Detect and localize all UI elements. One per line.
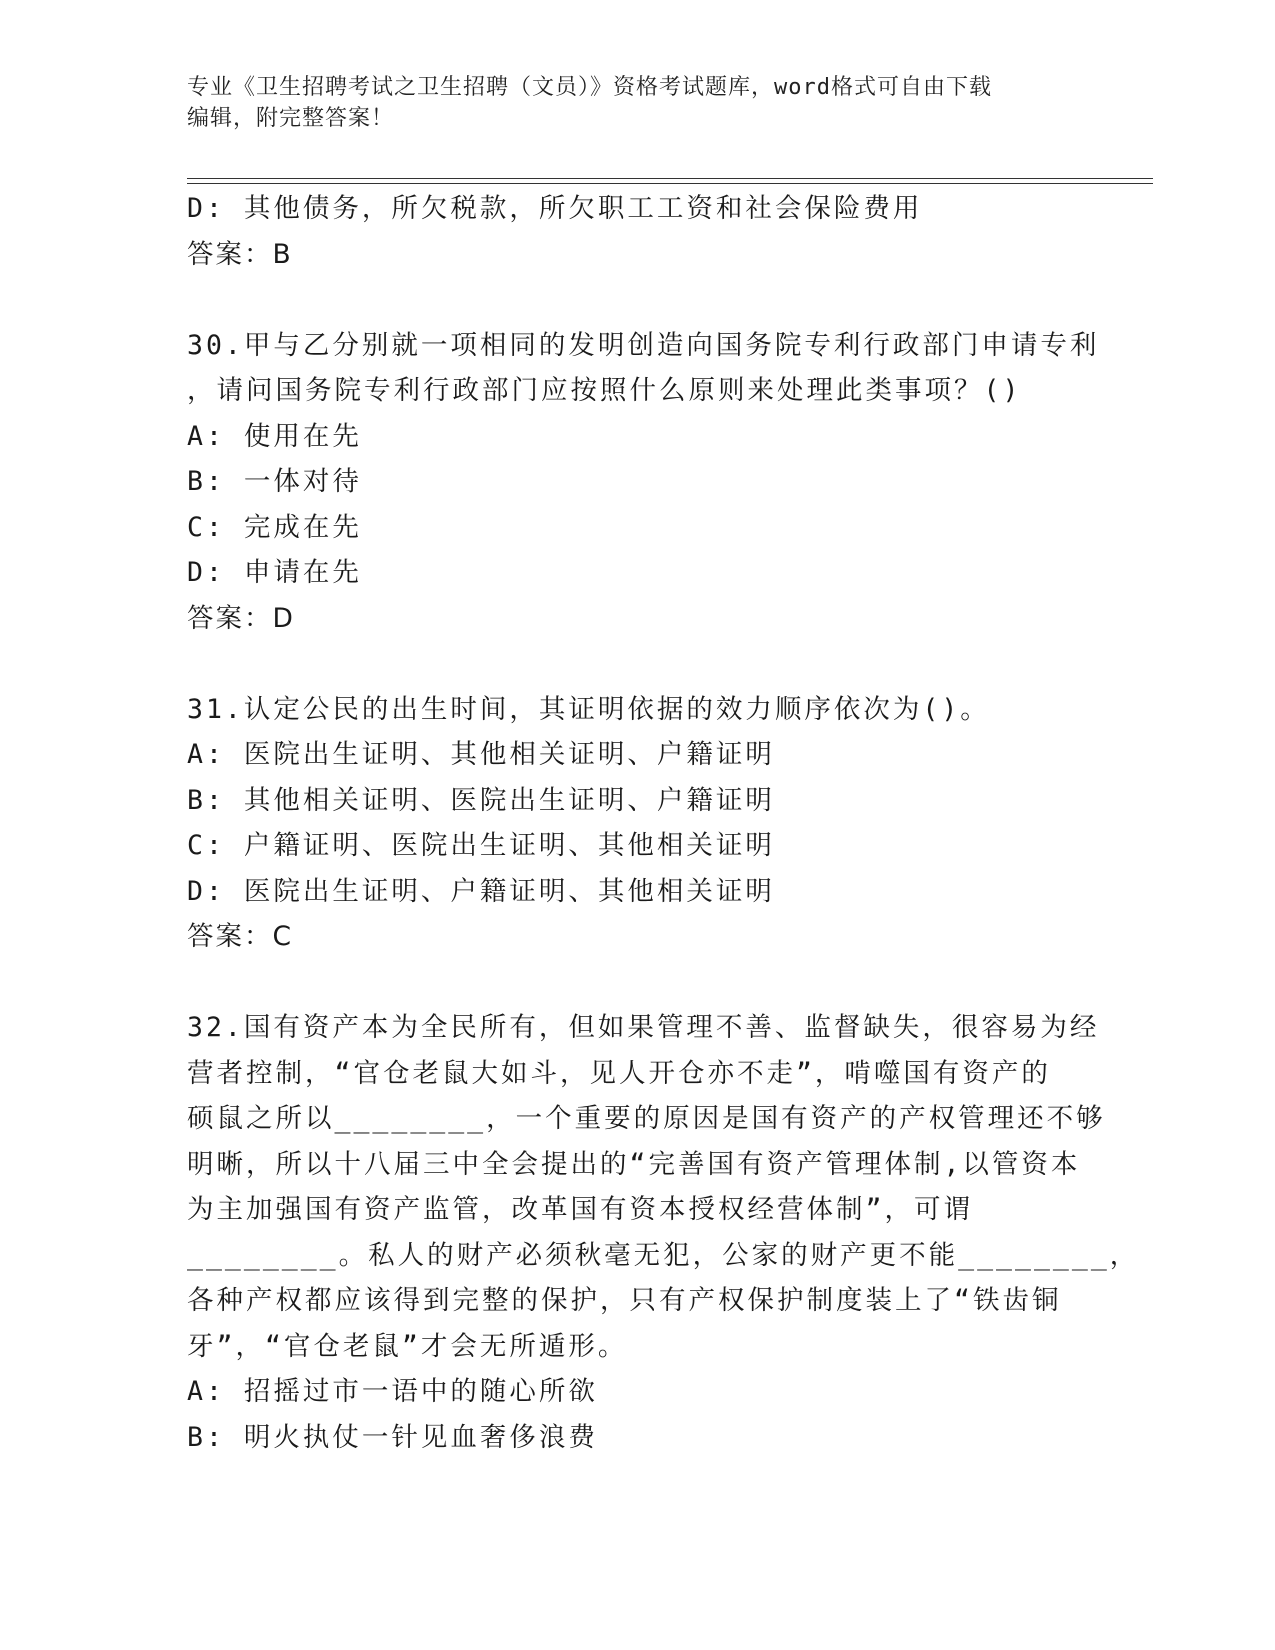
question-stem-line: 32.国有资产本为全民所有，但如果管理不善、监督缺失，很容易为经 — [187, 1012, 1100, 1043]
question-stem-line: 硕鼠之所以________，一个重要的原因是国有资产的产权管理还不够 — [187, 1103, 1106, 1134]
header-line-1: 专业《卫生招聘考试之卫生招聘（文员）》资格考试题库，word格式可自由下载 — [187, 75, 992, 100]
header-divider-top — [187, 178, 1153, 179]
option-d: D: 其他债务，所欠税款，所欠职工工资和社会保险费用 — [187, 193, 923, 224]
question-stem-line: 营者控制，“官仓老鼠大如斗，见人开仓亦不走”，啃噬国有资产的 — [187, 1057, 1051, 1089]
option-c: C: 完成在先 — [187, 511, 362, 543]
document-header — [187, 72, 1067, 134]
question-stem-line: 30.甲与乙分别就一项相同的发明创造向国务院专利行政部门申请专利 — [187, 329, 1100, 361]
option-d: D: 医院出生证明、户籍证明、其他相关证明 — [187, 875, 775, 907]
question-30 — [187, 323, 1100, 642]
option-b: B: 一体对待 — [187, 466, 362, 497]
option-b: B: 其他相关证明、医院出生证明、户籍证明 — [187, 784, 775, 816]
question-stem-line: 牙”，“官仓老鼠”才会无所遁形。 — [187, 1330, 628, 1362]
header-line-2: 编辑，附完整答案！ — [187, 106, 395, 131]
question-31 — [187, 687, 1087, 960]
answer-line: 答案：D — [187, 602, 295, 634]
question-stem-line: 31.认定公民的出生时间，其证明依据的效力顺序依次为()。 — [187, 693, 990, 725]
answer-line: 答案：C — [187, 921, 294, 952]
answer-line: 答案：B — [187, 238, 293, 270]
question-32 — [187, 1005, 1140, 1460]
document-body — [187, 186, 1140, 1460]
question-stem-line: ，请问国务院专利行政部门应按照什么原则来处理此类事项？() — [187, 375, 1022, 406]
option-a: A: 招摇过市一语中的随心所欲 — [187, 1376, 598, 1407]
spacer — [187, 641, 1087, 687]
option-a: A: 使用在先 — [187, 420, 362, 452]
option-b: B: 明火执仗一针见血奢侈浪费 — [187, 1421, 598, 1453]
spacer — [187, 960, 1087, 1006]
question-stem-line: 为主加强国有资产监管，改革国有资本授权经营体制”，可谓 — [187, 1194, 973, 1225]
option-d: D: 申请在先 — [187, 557, 362, 588]
header-divider-bottom — [187, 183, 1153, 184]
option-a: A: 医院出生证明、其他相关证明、户籍证明 — [187, 739, 775, 770]
question-stem-line: ________。私人的财产必须秋毫无犯，公家的财产更不能________， — [187, 1239, 1140, 1271]
question-stem-line: 明晰，所以十八届三中全会提出的“完善国有资产管理体制,以管资本 — [187, 1148, 1081, 1180]
option-c: C: 户籍证明、医院出生证明、其他相关证明 — [187, 830, 775, 861]
question-stem-line: 各种产权都应该得到完整的保护，只有产权保护制度装上了“铁齿铜 — [187, 1285, 1062, 1316]
spacer — [187, 277, 1087, 323]
